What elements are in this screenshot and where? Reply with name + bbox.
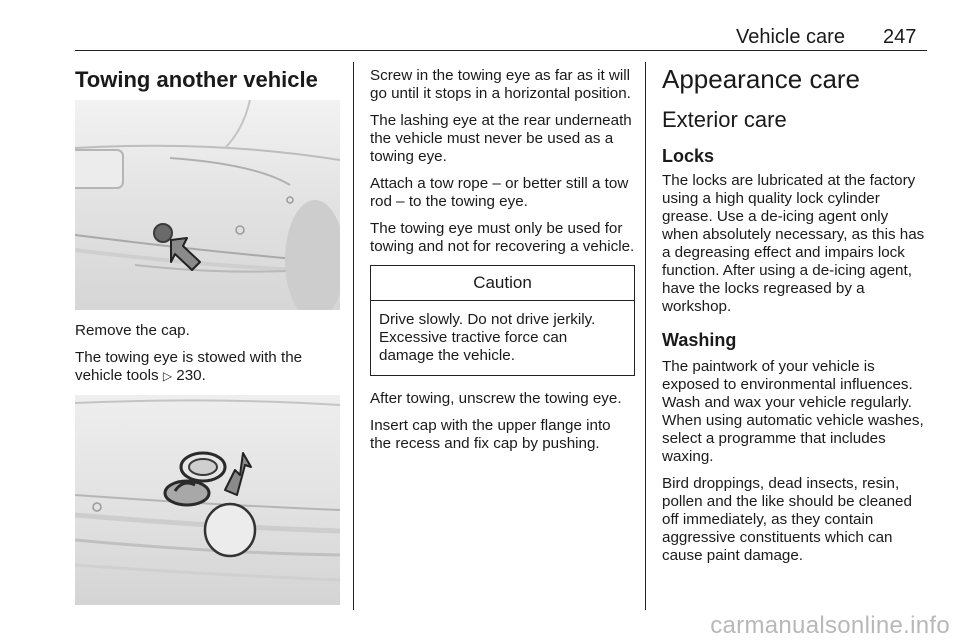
column-1-text	[75, 322, 345, 394]
arrow-reference-icon: ▷	[162, 369, 173, 383]
screw-towing-eye-text: Screw in the towing eye as far as it will go until it stops in a horizontal position.	[370, 67, 631, 102]
section-title: Vehicle care	[736, 26, 845, 48]
column-2	[370, 67, 635, 462]
locks-heading: Locks	[662, 146, 715, 166]
after-towing-text: After towing, unscrew the towing eye.	[370, 390, 622, 407]
column-divider-2	[645, 62, 646, 610]
column-1	[75, 66, 340, 94]
page-number: 247	[883, 26, 917, 48]
towing-heading: Towing another vehicle	[75, 67, 318, 92]
insert-cap-text: Insert cap with the upper flange into the recess and fix cap by pushing.	[370, 417, 611, 452]
washing-heading: Washing	[662, 330, 737, 350]
header-rule	[75, 50, 927, 51]
column-3	[662, 64, 927, 574]
column-divider-1	[353, 62, 354, 610]
illustration-towing-eye	[75, 395, 340, 605]
watermark: carmanualsonline.info	[710, 612, 950, 639]
exterior-care-subtitle: Exterior care	[662, 107, 787, 132]
page-header	[0, 26, 960, 52]
caution-body: Drive slowly. Do not drive jerkily. Excessive tractive force can damage the vehicle.	[379, 311, 596, 364]
illustration-bumper-cap	[75, 100, 340, 310]
washing-text-1: The paintwork of your vehicle is exposed to environmental influences. Wash and wax your vehicle regularly. When using automatic vehicle washes, select a programme that includes waxing.	[662, 358, 924, 465]
caution-box	[370, 265, 635, 376]
towing-eye-usage-text: The towing eye must only be used for towing and not for recovering a vehicle.	[370, 220, 635, 255]
remove-cap-text: Remove the cap.	[75, 322, 190, 339]
appearance-care-title: Appearance care	[662, 64, 861, 94]
attach-tow-rope-text: Attach a tow rope – or better still a tow rod – to the towing eye.	[370, 175, 629, 210]
lashing-eye-text: The lashing eye at the rear underneath the vehicle must never be used as a towing eye.	[370, 112, 632, 165]
page-reference-link[interactable]: 230.	[176, 367, 206, 384]
towing-eye-stowed-text: The towing eye is stowed with the vehicle tools ▷ 230.	[75, 349, 303, 384]
washing-text-2: Bird droppings, dead insects, resin, pollen and the like should be cleaned off immediately, as they contain aggressive constituents which can cause paint damage.	[662, 475, 912, 564]
caution-title: Caution	[371, 266, 634, 301]
locks-text: The locks are lubricated at the factory using a high quality lock cylinder grease. Use a de-icing agent only when absolutely necessary, as this has a degreasing effect and impairs lock function. After using a de-icing agent, have the locks regreased by a workshop.	[662, 172, 925, 315]
